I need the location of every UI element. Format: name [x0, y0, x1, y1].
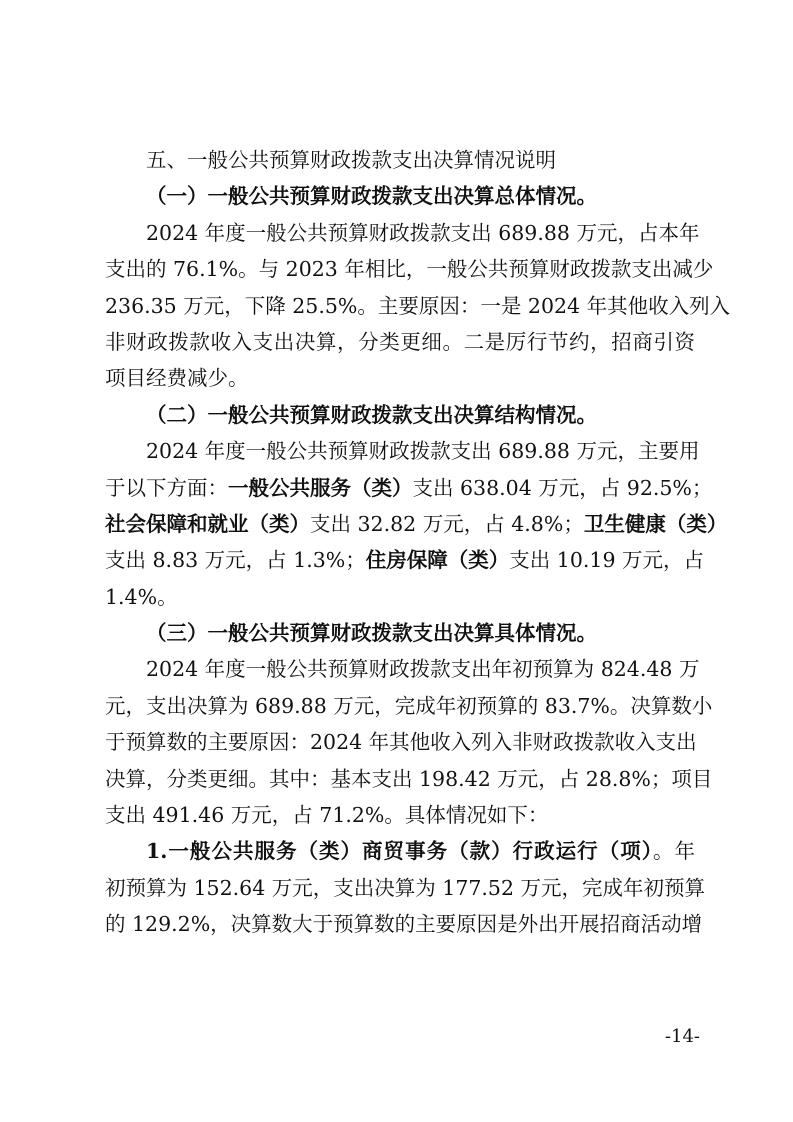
subsection-heading-overall: （一）一般公共预算财政拨款支出决算总体情况。	[146, 184, 597, 209]
line-text: 支出 10.19 万元，占	[509, 548, 705, 573]
paragraph-line: 236.35 万元，下降 25.5%。主要原因：一是 2024 年其他收入列入	[105, 293, 731, 318]
paragraph-line: 初预算为 152.64 万元，支出决算为 177.52 万元，完成年初预算	[105, 875, 706, 900]
category-housing: 住房保障（类）	[365, 548, 510, 573]
item-1-heading-line	[105, 833, 695, 869]
subsection-heading-details: （三）一般公共预算财政拨款支出决算具体情况。	[146, 621, 597, 646]
paragraph-line	[105, 506, 728, 542]
paragraph-line: 的 129.2%，决算数大于预算数的主要原因是外出开展招商活动增	[105, 912, 703, 937]
paragraph-line: 1.4%。	[105, 584, 178, 609]
line-text: 支出 8.83 万元，占 1.3%；	[105, 548, 366, 573]
section-title: 五、一般公共预算财政拨款支出决算情况说明	[146, 148, 556, 172]
line-text: 。年	[652, 839, 695, 864]
paragraph-line: 2024 年度一般公共预算财政拨款支出 689.88 万元，主要用	[146, 439, 700, 464]
paragraph-line: 2024 年度一般公共预算财政拨款支出年初预算为 824.48 万	[146, 657, 700, 682]
paragraph-line: 元，支出决算为 689.88 万元，完成年初预算的 83.7%。决算数小	[105, 693, 713, 718]
category-health: 卫生健康（类）	[583, 511, 728, 536]
paragraph-line: 2024 年度一般公共预算财政拨款支出 689.88 万元，占本年	[146, 220, 700, 245]
subsection-heading-structure: （二）一般公共预算财政拨款支出决算结构情况。	[146, 402, 597, 427]
paragraph-line	[105, 542, 705, 578]
page-number: -14-	[664, 1026, 700, 1047]
paragraph-line: 支出 491.46 万元，占 71.2%。具体情况如下：	[105, 803, 549, 828]
paragraph-line: 项目经费减少。	[105, 366, 249, 391]
item-1-title: 1.一般公共服务（类）商贸事务（款）行政运行（项）	[146, 839, 653, 864]
paragraph-line: 决算，分类更细。其中：基本支出 198.42 万元，占 28.8%；项目	[105, 766, 713, 791]
paragraph-line	[105, 470, 713, 506]
line-text: 于以下方面：	[105, 475, 228, 500]
line-text: 支出 32.82 万元，占 4.8%；	[310, 511, 584, 536]
paragraph-line: 于预算数的主要原因：2024 年其他收入列入非财政拨款收入支出	[105, 730, 697, 755]
category-general-public-services: 一般公共服务（类）	[228, 475, 413, 500]
category-social-security: 社会保障和就业（类）	[105, 511, 310, 536]
paragraph-line: 非财政拨款收入支出决算，分类更细。二是厉行节约，招商引资	[105, 329, 695, 354]
line-text: 支出 638.04 万元，占 92.5%；	[412, 475, 713, 500]
paragraph-line: 支出的 76.1%。与 2023 年相比，一般公共预算财政拨款支出减少	[105, 257, 714, 282]
document-body	[105, 142, 731, 943]
